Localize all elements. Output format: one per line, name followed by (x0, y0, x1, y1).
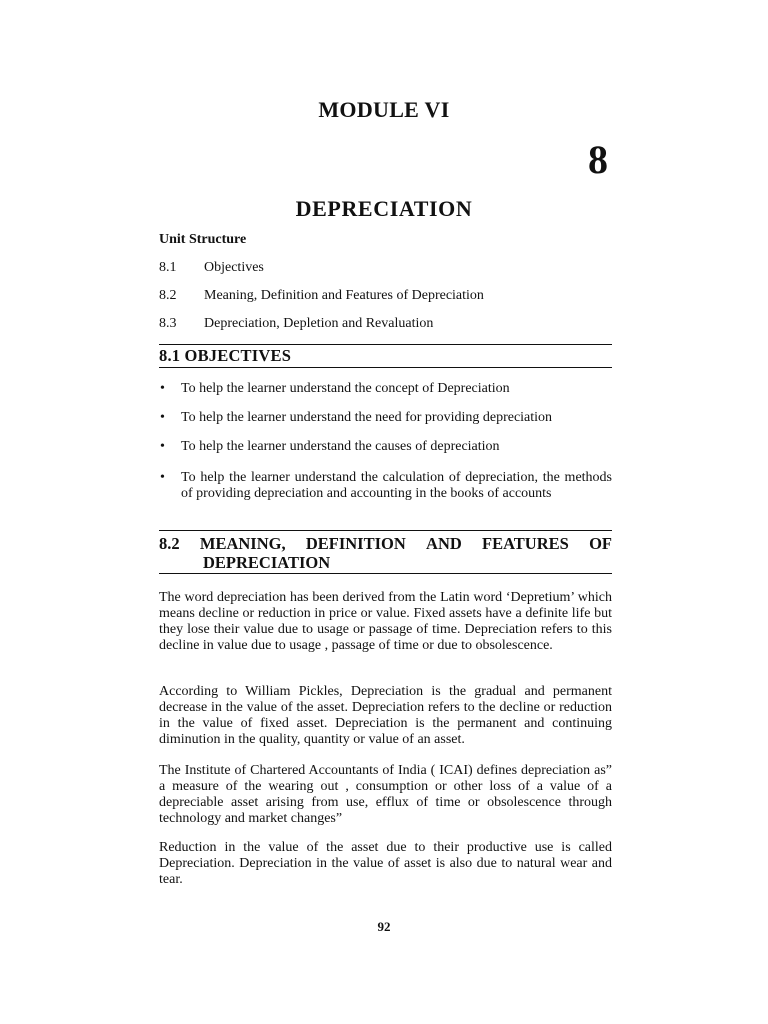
module-title: MODULE VI (318, 97, 450, 122)
objectives-list (159, 470, 612, 501)
unit-item-label: Meaning, Definition and Features of Depreciation (204, 288, 484, 303)
unit-structure-heading: Unit Structure (159, 232, 247, 247)
objective-item: • To help the learner understand the need for providing depreciation (160, 410, 553, 425)
chapter-title: DEPRECIATION (295, 196, 473, 221)
unit-item-8-3 (159, 316, 433, 332)
paragraph: Reduction in the value of the asset due to their productive use is called Depreciation. Depreciation in the value of asset is also due to natural wear and tear. (159, 840, 612, 887)
section-heading-meaning (159, 534, 612, 572)
unit-item-label: Objectives (204, 260, 264, 275)
section-heading-line: DEPRECIATION (203, 553, 331, 572)
bullet-icon: • (160, 381, 165, 396)
paragraph: The Institute of Chartered Accountants of India ( ICAI) defines depreciation as” a measure of the wearing out , consumption or other loss of a value of a depreciable asset arising from use, efflux of time or obsolescence through technology and market changes” (159, 763, 612, 826)
unit-item-8-1 (159, 260, 264, 276)
bullet-icon: • (160, 410, 165, 425)
unit-item-number: 8.1 (159, 260, 177, 275)
chapter-number: 8 (588, 137, 608, 182)
objective-item: • To help the learner understand the calculation of depreciation, the methods of providing depreciation and accounting in the books of accounts (160, 470, 612, 501)
unit-item-8-2 (159, 288, 484, 304)
unit-item-label: Depreciation, Depletion and Revaluation (204, 316, 434, 331)
section-heading-objectives: 8.1 OBJECTIVES (159, 346, 292, 365)
section-heading-line: 8.2 MEANING, DEFINITION AND FEATURES OF (159, 534, 612, 553)
page-number: 92 (377, 919, 391, 934)
section-rule-bottom (159, 573, 612, 574)
unit-item-number: 8.2 (159, 288, 177, 303)
objectives-list (159, 439, 612, 455)
section-rule-bottom (159, 367, 612, 368)
objective-item: • To help the learner understand the concept of Depreciation (160, 381, 510, 396)
unit-item-number: 8.3 (159, 316, 177, 331)
bullet-icon: • (160, 439, 165, 454)
bullet-icon: • (160, 470, 165, 485)
objective-item: • To help the learner understand the causes of depreciation (160, 439, 500, 454)
objectives-list (159, 410, 612, 426)
objectives-list (159, 381, 612, 397)
section-rule-top (159, 530, 612, 531)
section-rule-top (159, 344, 612, 345)
paragraph: The word depreciation has been derived from the Latin word ‘Depretium’ which means decline or reduction in price or value. Fixed assets have a definite life but they lose their value due to usage or passage of time. Depreciation refers to this decline in value due to usage , passage of time or due to obsolescence. (159, 590, 612, 653)
paragraph: According to William Pickles, Depreciation is the gradual and permanent decrease in the value of the asset. Depreciation refers to the decline or reduction in the value of fixed asset. Depreciation is the permanent and continuing diminution in the quality, quantity or value of an asset. (159, 684, 612, 747)
